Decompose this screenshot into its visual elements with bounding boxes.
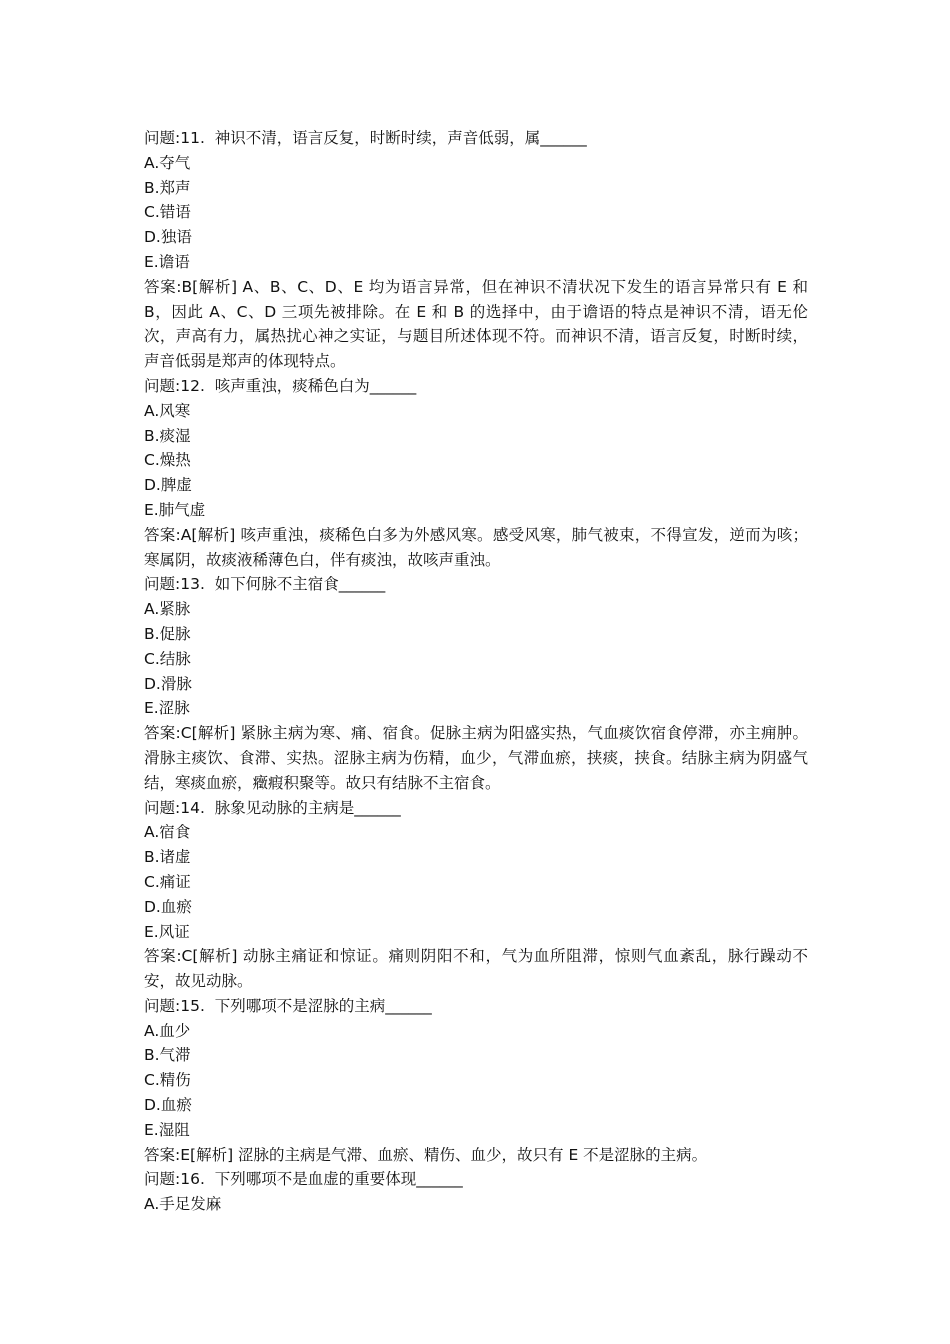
option-b: B.郑声 <box>144 178 191 197</box>
option-c: C.燥热 <box>144 451 191 470</box>
document-page <box>144 126 813 1217</box>
question-text: 问题:15. 下列哪项不是涩脉的主病______ <box>144 996 432 1015</box>
option-e: E.谵语 <box>144 252 190 271</box>
option-d: D.血瘀 <box>144 1096 192 1115</box>
option-a: A.血少 <box>144 1021 191 1040</box>
option-a: A.紧脉 <box>144 600 191 619</box>
option-a: A.手足发麻 <box>144 1195 222 1214</box>
question-block-16 <box>144 1167 808 1217</box>
option-d: D.脾虚 <box>144 476 192 495</box>
option-b: B.痰湿 <box>144 426 191 445</box>
option-c: C.错语 <box>144 203 191 222</box>
option-b: B.气滞 <box>144 1046 191 1065</box>
question-text: 问题:16. 下列哪项不是血虚的重要体现______ <box>144 1170 463 1189</box>
option-e: E.风证 <box>144 922 190 941</box>
question-text: 问题:14. 脉象见动脉的主病是______ <box>144 798 401 817</box>
answer-explanation: 答案:C[解析] 紧脉主病为寒、痛、宿食。促脉主病为阳盛实热，气血痰饮宿食停滞，亦主痈肿。滑脉主痰饮、食滞、实热。涩脉主病为伤精，血少，气滞血瘀，挟痰，挟食。结脉主病为阴盛气结，寒痰血瘀，癥瘕积聚等。故只有结脉不主宿食。 <box>144 724 808 792</box>
answer-explanation: 答案:A[解析] 咳声重浊，痰稀色白多为外感风寒。感受风寒，肺气被束，不得宣发，逆而为咳；寒属阴，故痰液稀薄色白，伴有痰浊，故咳声重浊。 <box>144 525 808 569</box>
question-block-13 <box>144 572 808 795</box>
option-d: D.滑脉 <box>144 674 192 693</box>
option-e: E.涩脉 <box>144 699 190 718</box>
option-d: D.独语 <box>144 228 192 247</box>
answer-explanation: 答案:E[解析] 涩脉的主病是气滞、血瘀、精伤、血少，故只有 E 不是涩脉的主病。 <box>144 1145 708 1164</box>
option-b: B.诸虚 <box>144 848 191 867</box>
option-c: C.结脉 <box>144 649 191 668</box>
question-block-11 <box>144 126 813 374</box>
option-c: C.痛证 <box>144 872 191 891</box>
question-text: 问题:11. 神识不清，语言反复，时断时续，声音低弱，属______ <box>144 129 587 147</box>
question-text: 问题:13. 如下何脉不主宿食______ <box>144 575 386 594</box>
question-block-15 <box>144 994 808 1168</box>
answer-explanation: 答案:C[解析] 动脉主痛证和惊证。痛则阴阳不和，气为血所阻滞，惊则气血紊乱，脉行躁动不安，故见动脉。 <box>144 947 808 991</box>
option-c: C.精伤 <box>144 1071 191 1090</box>
option-a: A.宿食 <box>144 823 191 842</box>
answer-explanation: 答案:B[解析] A、B、C、D、E 均为语言异常，但在神识不清状况下发生的语言异常只有 E 和 B，因此 A、C、D 三项先被排除。在 E 和 B 的选择中，由于谵语的特点是神识不清，语无伦次，声高有力，属热扰心神之实证，与题目所述体现不符。而神识不清，语言反复，时断时续，声音低弱是郑声的体现特点。 <box>144 277 813 371</box>
option-a: A.风寒 <box>144 401 191 420</box>
option-e: E.肺气虚 <box>144 500 206 519</box>
question-block-12 <box>144 374 808 572</box>
option-d: D.血瘀 <box>144 897 192 916</box>
question-text: 问题:12. 咳声重浊，痰稀色白为______ <box>144 376 417 395</box>
option-b: B.促脉 <box>144 624 191 643</box>
question-block-14 <box>144 796 808 994</box>
option-a: A.夺气 <box>144 153 191 172</box>
option-e: E.湿阻 <box>144 1120 190 1139</box>
